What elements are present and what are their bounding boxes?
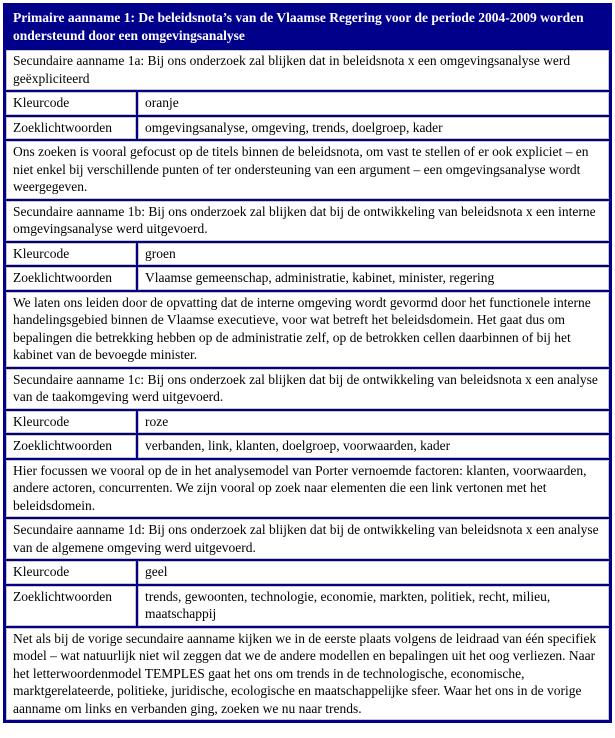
zoeklichtwoorden-label: Zoeklichtwoorden (6, 117, 136, 140)
table-header-row (6, 6, 609, 48)
kleurcode-value-1c: roze (138, 411, 609, 434)
zoeklichtwoorden-value-1d: trends, gewoonten, technologie, economie, markten, politiek, recht, milieu, maatschappij (138, 586, 609, 626)
zoeklichtwoorden-label: Zoeklichtwoorden (6, 267, 136, 290)
table-row (6, 460, 609, 518)
kleurcode-label: Kleurcode (6, 561, 136, 584)
secondary-assumption-1c: Secundaire aanname 1c: Bij ons onderzoek zal blijken dat bij de ontwikkeling van beleidsnota x een analyse van de taakomgeving werd uitgevoerd. (6, 369, 609, 409)
kleurcode-label: Kleurcode (6, 92, 136, 115)
table-row (6, 561, 609, 584)
table-row (6, 411, 609, 434)
table-row (6, 628, 609, 721)
table-row (6, 117, 609, 140)
table-row (6, 292, 609, 367)
table-row (6, 92, 609, 115)
kleurcode-label: Kleurcode (6, 243, 136, 266)
zoeklichtwoorden-value-1c: verbanden, link, klanten, doelgroep, voorwaarden, kader (138, 435, 609, 458)
table-row (6, 201, 609, 241)
toelichting-1a: Ons zoeken is vooral gefocust op de titels binnen de beleidsnota, om vast te stellen of er ook expliciet – en niet enkel bij verschillende punten of ter ondersteuning van een argument – een omgevingsanalyse wordt weergegeven. (6, 141, 609, 199)
kleurcode-value-1a: oranje (138, 92, 609, 115)
zoeklichtwoorden-label: Zoeklichtwoorden (6, 586, 136, 626)
table-row (6, 586, 609, 626)
table-row (6, 369, 609, 409)
secondary-assumption-1b: Secundaire aanname 1b: Bij ons onderzoek zal blijken dat bij de ontwikkeling van beleidsnota x een interne omgevingsanalyse werd uitgevoerd. (6, 201, 609, 241)
secondary-assumption-1a: Secundaire aanname 1a: Bij ons onderzoek zal blijken dat in beleidsnota x een omgevingsanalyse werd geëxpliciteerd (6, 50, 609, 90)
zoeklichtwoorden-value-1b: Vlaamse gemeenschap, administratie, kabinet, minister, regering (138, 267, 609, 290)
toelichting-1c: Hier focussen we vooral op de in het analysemodel van Porter vernoemde factoren: klanten, voorwaarden, andere actoren, concurrenten. We zijn vooral op zoek naar elementen die een link vertonen met het beleidsdomein. (6, 460, 609, 518)
toelichting-1b: We laten ons leiden door de opvatting dat de interne omgeving wordt gevormd door het functionele interne handelingsgebied binnen de Vlaamse executieve, voor wat betreft het beleidsdomein. Het gaat dus om bepalingen die betrekking hebben op de administratie zelf, op de betrokken cellen daarbinnen of bij het kabinet van de bevoegde minister. (6, 292, 609, 367)
secondary-assumption-1d: Secundaire aanname 1d: Bij ons onderzoek zal blijken dat bij de ontwikkeling van beleidsnota x een analyse van de algemene omgeving werd uitgevoerd. (6, 519, 609, 559)
zoeklichtwoorden-label: Zoeklichtwoorden (6, 435, 136, 458)
zoeklichtwoorden-value-1a: omgevingsanalyse, omgeving, trends, doelgroep, kader (138, 117, 609, 140)
toelichting-1d: Net als bij de vorige secundaire aanname kijken we in de eerste plaats volgens de leidraad van één specifiek model – wat natuurlijk niet wil zeggen dat we de andere modellen en bepalingen uit het oog verliezen. Naar het letterwoordenmodel TEMPLES gaat het ons om trends in de technologische, economische, marktgerelateerde, politieke, juridische, ecologische en maatschappelijke sfeer. Waar het ons in de vorige aanname om links en verbanden ging, zoeken we nu naar trends. (6, 628, 609, 721)
table-row (6, 519, 609, 559)
table-row (6, 141, 609, 199)
primary-assumption-title: Primaire aanname 1: De beleidsnota’s van de Vlaamse Regering voor de periode 2004-2009 worden ondersteund door een omgevingsanalyse (6, 6, 609, 48)
table-row (6, 243, 609, 266)
kleurcode-value-1b: groen (138, 243, 609, 266)
kleurcode-value-1d: geel (138, 561, 609, 584)
kleurcode-label: Kleurcode (6, 411, 136, 434)
primary-assumption-table (3, 3, 612, 723)
table-row (6, 267, 609, 290)
table-row (6, 435, 609, 458)
table-row (6, 50, 609, 90)
